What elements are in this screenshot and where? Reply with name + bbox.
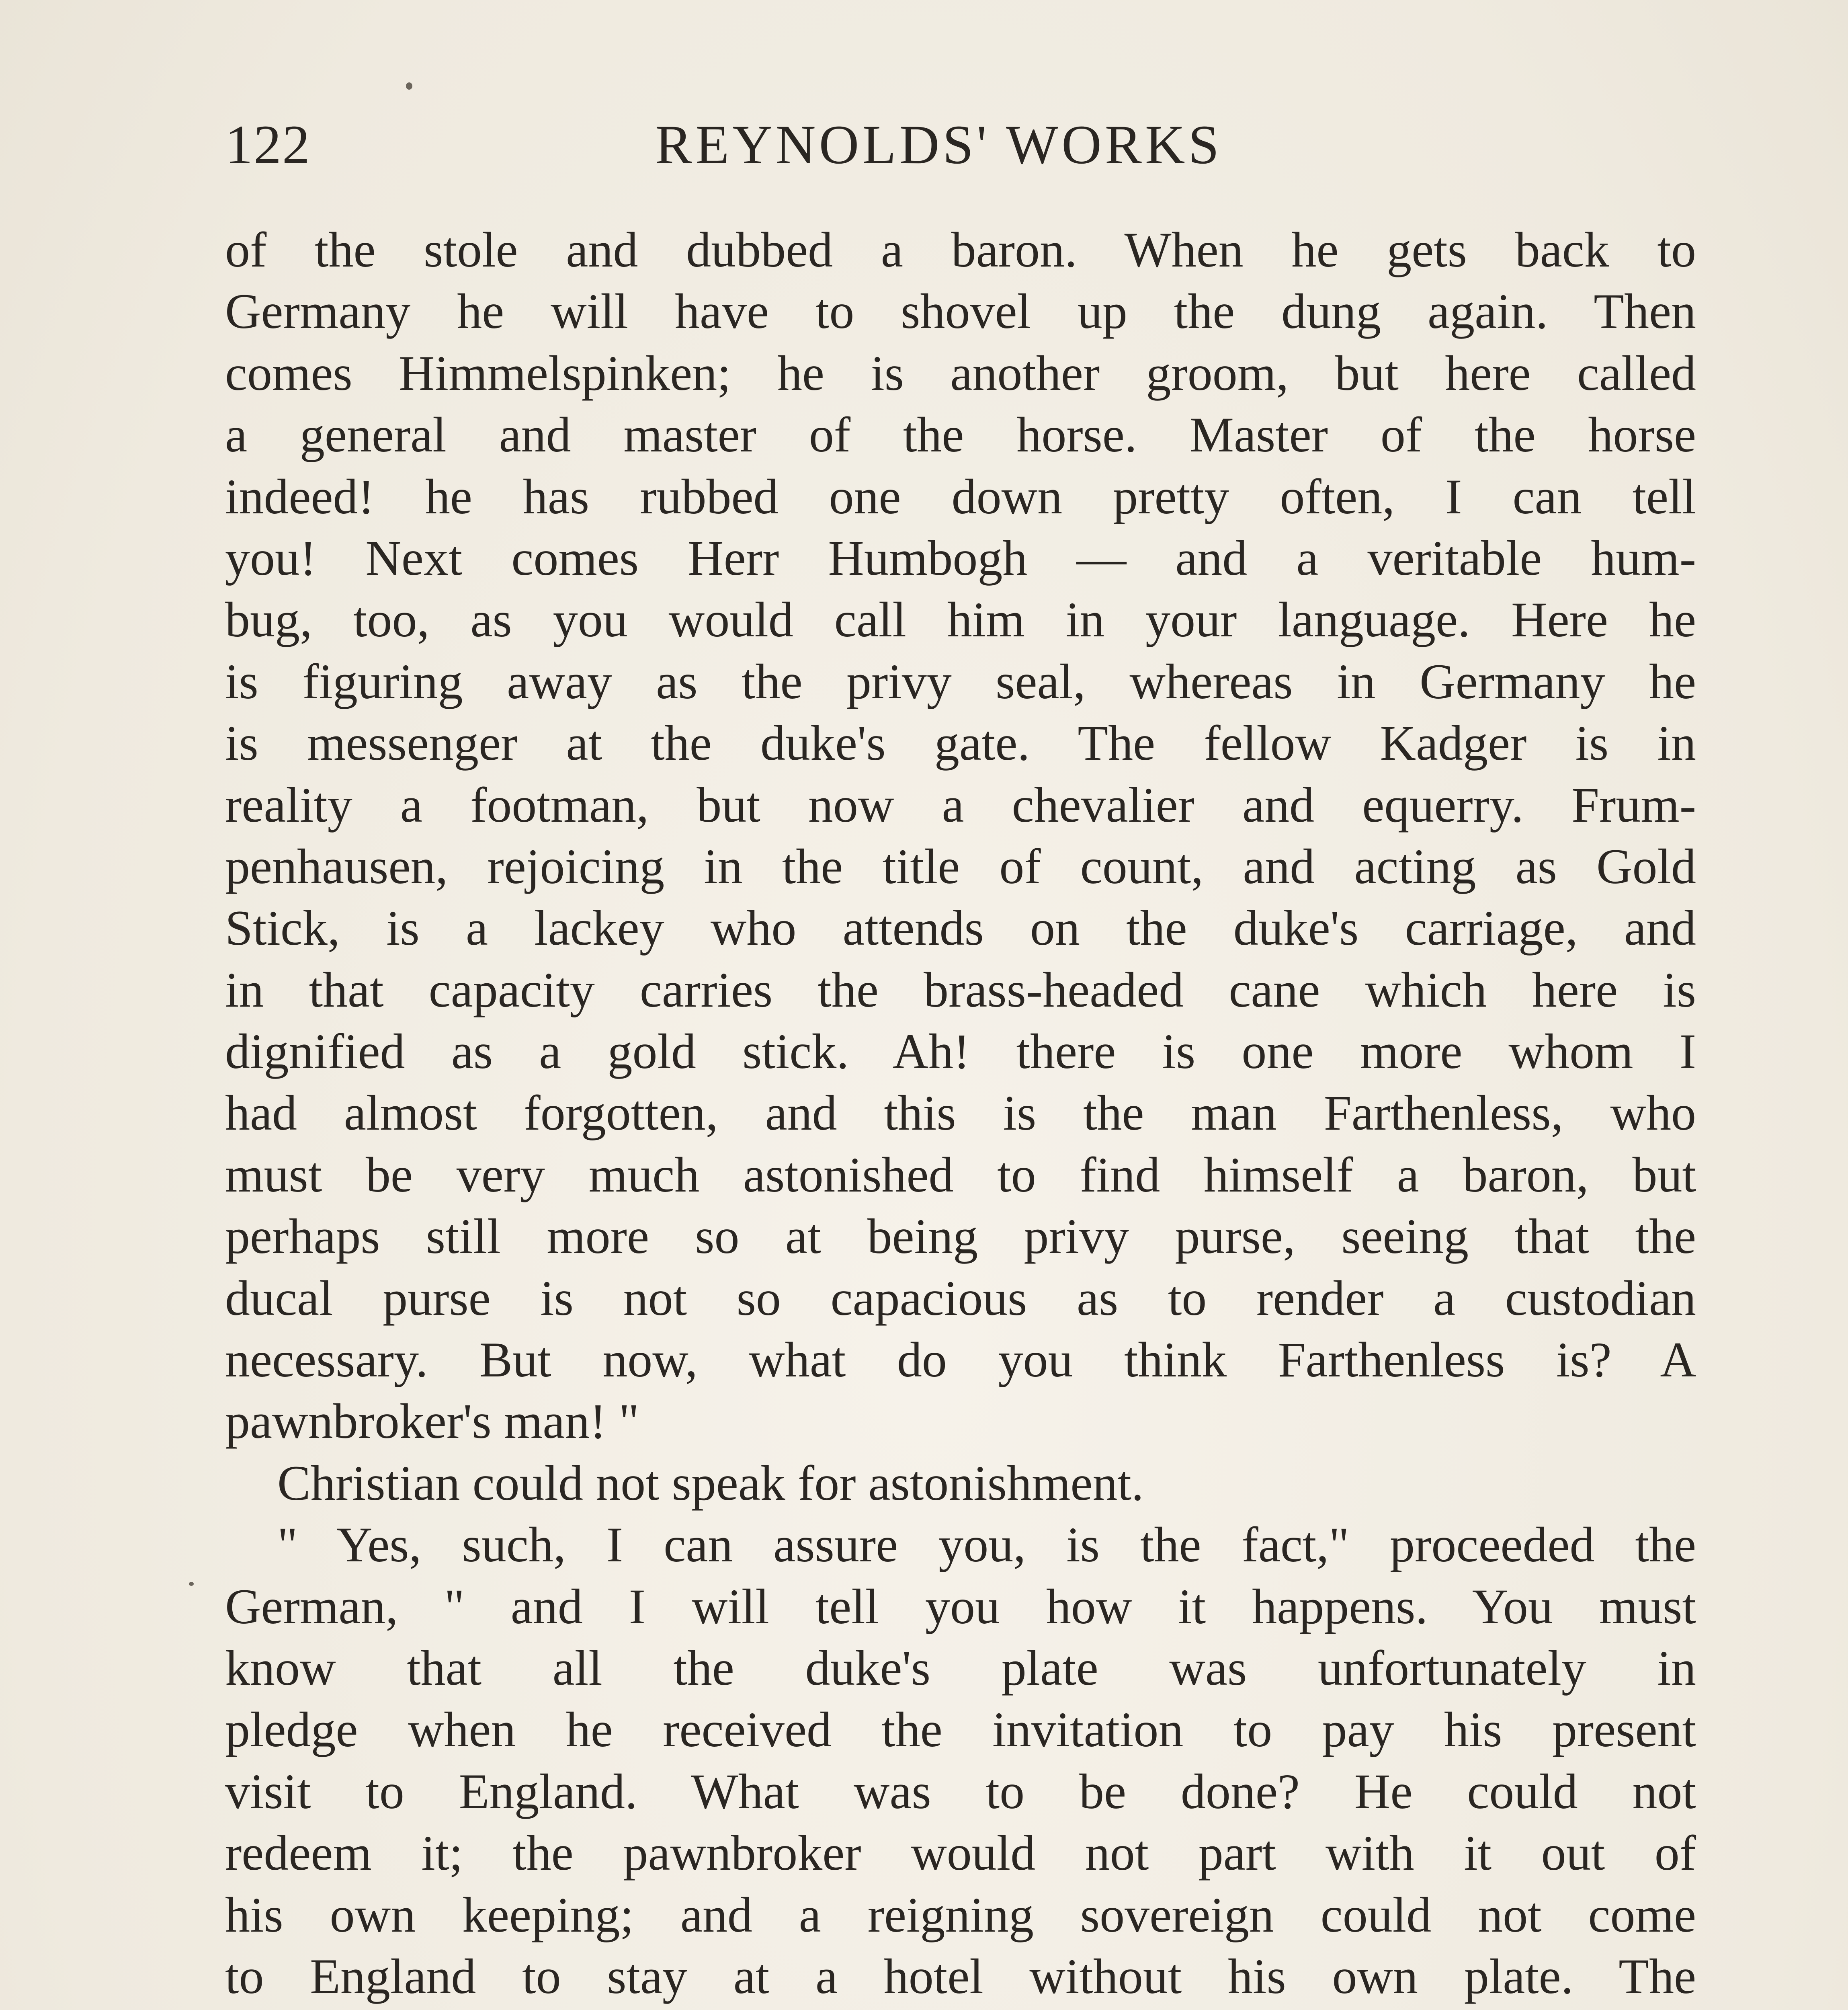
text-line: pledge when he received the invitation to pay his present [225,1702,1696,1758]
text-line: penhausen, rejoicing in the title of count, and acting as Gold [225,839,1696,894]
text-line: ducal purse is not so capacious as to render a custodian [225,1270,1696,1326]
text-line: Stick, is a lackey who attends on the duke's carriage, and [225,900,1696,956]
text-line: a general and master of the horse. Master of the horse [225,407,1696,463]
text-line: redeem it; the pawnbroker would not part with it out of [225,1825,1696,1881]
text-line: necessary. But now, what do you think Farthenless is? A [225,1332,1696,1388]
text-line: Germany he will have to shovel up the dung again. Then [225,284,1696,339]
text-line: dignified as a gold stick. Ah! there is one more whom I [225,1024,1696,1079]
page-number: 122 [225,114,311,175]
text-line: comes Himmelspinken; he is another groom, but here called [225,345,1696,401]
text-line: " Yes, such, I can assure you, is the fact," proceeded the [277,1517,1696,1573]
text-line: to England to stay at a hotel without his own plate. The [225,1948,1696,2004]
running-head: REYNOLDS' WORKS [655,114,1223,175]
text-line: is figuring away as the privy seal, whereas in Germany he [225,654,1696,709]
text-line: you! Next comes Herr Humbogh — and a veritable hum- [225,530,1696,586]
text-line [225,2007,1696,2010]
text-line: visit to England. What was to be done? He could not [225,1764,1696,1819]
text-line: pawnbroker's man! " [225,1394,639,1449]
page-header [225,105,1696,185]
text-line: perhaps still more so at being privy purse, seeing that the [225,1209,1696,1264]
text-line: must be very much astonished to find himself a baron, but [225,1147,1696,1202]
text-line: indeed! he has rubbed one down pretty often, I can tell [225,469,1696,524]
text-line: is messenger at the duke's gate. The fellow Kadger is in [225,716,1696,771]
body-text [225,219,1696,2010]
text-line: in that capacity carries the brass-headed cane which here is [225,962,1696,1017]
ink-speck [406,82,412,90]
text-line: Christian could not speak for astonishment. [277,1455,1144,1511]
text-line: bug, too, as you would call him in your language. Here he [225,592,1696,648]
ink-speck [189,1582,194,1586]
text-line: German, " and I will tell you how it happens. You must [225,1579,1696,1634]
text-line: had almost forgotten, and this is the man Farthenless, who [225,1085,1696,1141]
text-line: know that all the duke's plate was unfortunately in [225,1640,1696,1696]
text-line: his own keeping; and a reigning sovereign could not come [225,1887,1696,1942]
text-line: reality a footman, but now a chevalier and equerry. Frum- [225,777,1696,833]
text-line: of the stole and dubbed a baron. When he gets back to [225,222,1696,277]
